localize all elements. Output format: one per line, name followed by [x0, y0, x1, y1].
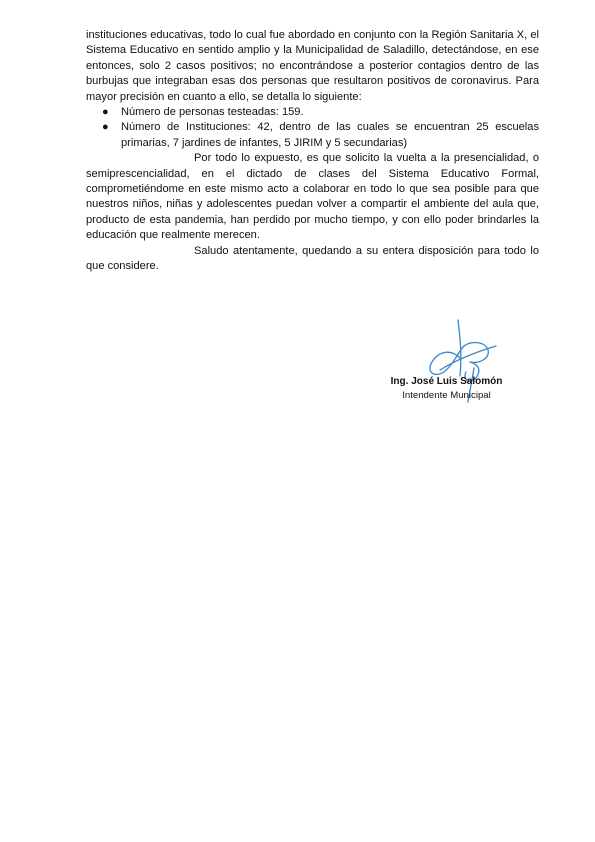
results-bullet-list [86, 105, 539, 151]
bullet-icon: ● [102, 106, 109, 119]
signature-block [370, 318, 530, 404]
signatory-name: Ing. José Luis Salomón [390, 376, 503, 387]
paragraph-request: Por todo lo expuesto, es que solicito la vuelta a la presencialidad, o semiprescencialidad, en el dictado de clases del Sistema Educativo Formal, comprometiéndome en este mismo acto a colaborar en todo lo que sea posible para que nuestros niños, niñas y adolescentes puedan volver a compartir el ambiente del aula que, producto de esta pandemia, han perdido por mucho tiempo, y con ello poder brindarles la educación que realmente merecen. [86, 152, 539, 242]
bullet-item-tested-people [86, 105, 539, 120]
bullet-item-institutions [86, 120, 539, 151]
bullet-text: Número de Instituciones: 42, dentro de las cuales se encuentran 25 escuelas primarias, 7 jardines de infantes, 5 JIRIM y 5 secundarias) [121, 121, 539, 149]
signatory-role: Intendente Municipal [402, 390, 491, 401]
letter-body [86, 28, 539, 275]
paragraph-testing-results: instituciones educativas, todo lo cual fue abordado en conjunto con la Región Sanitaria X, el Sistema Educativo en sentido amplio y la Municipalidad de Saladillo, detectándose, en ese entonces, solo 2 casos positivos; no encontrándose a posterior contagios dentro de las burbujas que integraban esas dos personas que resultaron positivos de coronavirus. Para mayor precisión en cuanto a ello, se detalla lo siguiente: [86, 29, 539, 103]
paragraph-closing: Saludo atentamente, quedando a su entera disposición para todo lo que considere. [86, 244, 539, 273]
bullet-text: Número de personas testeadas: 159. [121, 106, 304, 119]
bullet-icon: ● [102, 121, 109, 134]
